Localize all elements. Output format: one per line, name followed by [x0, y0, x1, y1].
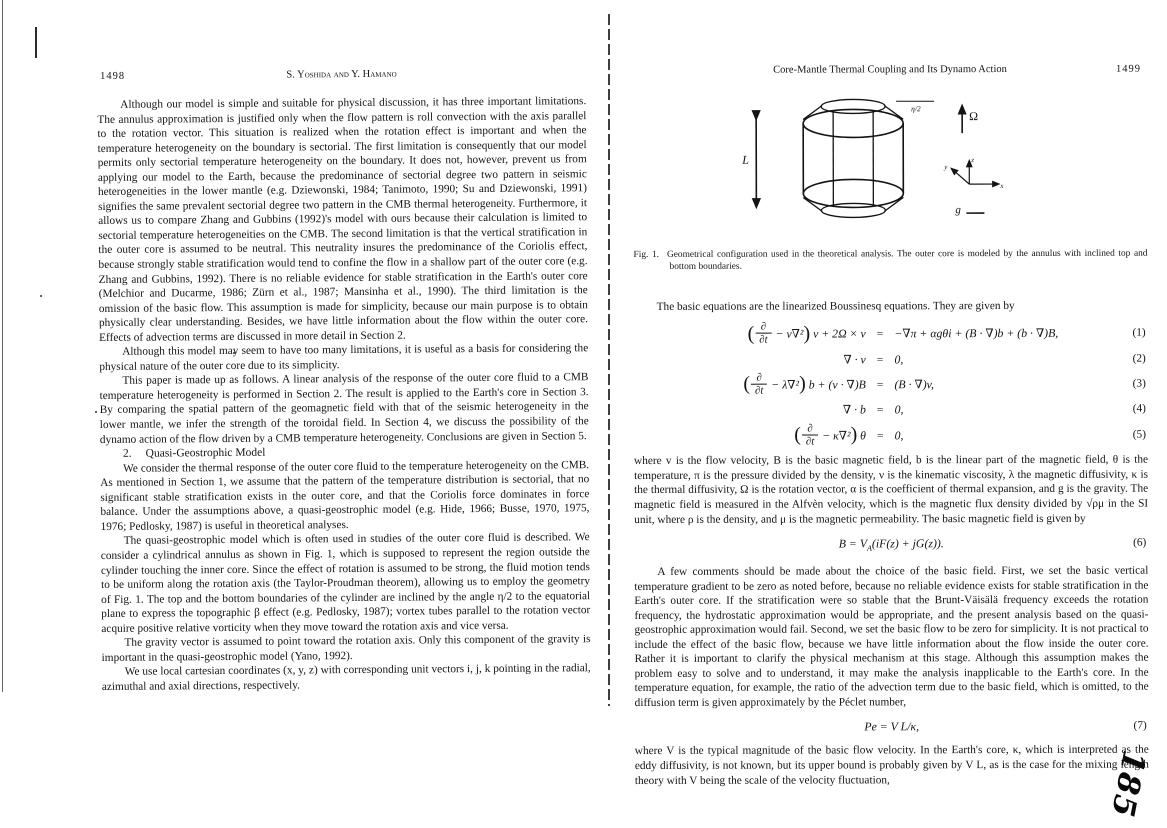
equation-row: ( $\frac{\partial}{\partial t}$ − λ∇² ) b + (v · ∇)B = (B · ∇)v, (3) [743, 371, 1146, 397]
figure-1 [633, 91, 1147, 242]
eq6-subscript: A [867, 543, 872, 553]
eq6-lhs: B = V [838, 536, 868, 551]
left-running-title: S. Yoshida and Y. Hamano [286, 68, 397, 81]
label-L: L [742, 152, 749, 167]
label-eta: η/2 [911, 104, 921, 114]
scan-speck [95, 411, 97, 413]
figure-caption-text: Geometrical configuration used in the theoretical analysis. The outer core is modeled by the annulus with inclined top and bottom boundaries. [666, 248, 1148, 272]
section-number: 2. [122, 447, 132, 460]
eq7-body: Pe = V L/κ, [864, 719, 920, 734]
paragraph: where v is the flow velocity, B is the basic magnetic field, b is the linear part of the magnetic field, θ is the temperature, π is the pressure divided by the density, ν is the kinematic viscosity, λ the magnetic diffusivity, κ is the thermal diffusivity, Ω is the rotation vector, α is the coefficient of thermal expansion, and g is the gravity. The magnetic field is measured in the Alfvèn velocity, which is the magnetic flux density divided by √ρμ in the SI unit, where ρ is the density, and μ is the magnetic permeability. The basic magnetic field is given by [634, 453, 1149, 526]
right-running-head [633, 63, 1147, 78]
bottom-inner-ellipse [821, 203, 885, 217]
figure-caption-tag: Fig. 1. [633, 249, 660, 260]
label-x: x [1000, 182, 1004, 191]
left-page [97, 66, 591, 694]
paragraph: The basic equations are the linearized Boussinesq equations. They are given by [656, 299, 1015, 313]
equation-row: ( $\frac{\partial}{\partial t}$ − κ∇² ) θ = 0, (5) [794, 422, 1146, 448]
label-g: g [955, 204, 961, 217]
label-omega: Ω [969, 109, 979, 124]
paragraph: The quasi-geostrophic model which is often used in studies of the outer core fluid is described. We consider a cylindrical annulus as shown in Fig. 1, which is supposed to represent the region outside the cylinder touching the inner core. Since the effect of rotation is assumed to be strong, the fluid motion tends to be uniform along the rotation axis (the Taylor-Proudman theorem), allowing us to employ the geometry of Fig. 1. The top and the bottom boundaries of the cylinder are inclined by the angle η/2 to the equatorial plane to express the topographic β effect (e.g. Pedlosky, 1987); vortex tubes parallel to the rotation vector acquire positive relative vorticity when they move toward the rotation axis and vice versa. [100, 531, 591, 635]
label-z: z [971, 156, 974, 165]
left-running-head [97, 66, 586, 84]
label-y: y [944, 163, 948, 172]
scan-tick-mark [35, 27, 37, 58]
handwritten-page-number: 185 [1103, 747, 1152, 821]
paragraph: Although this model may seem to have too many limitations, it is useful as a basis for considering the physical nature of the outer core due to its simplicity. [99, 342, 589, 373]
eq6-number: (6) [1133, 536, 1147, 549]
equation-row: ∇ · v = 0, (2) [843, 351, 1146, 367]
paragraph: We use local cartesian coordinates (x, y, z) with corresponding unit vectors i, j, k pointing in the radial, azimuthal and axial directions, respectively. [101, 662, 591, 693]
y-axis [953, 170, 969, 184]
equations-block [634, 321, 1148, 449]
right-running-title: Core-Mantle Thermal Coupling and Its Dynamo Action [773, 64, 1007, 76]
right-page [633, 63, 1149, 788]
top-inner-ellipse [821, 99, 885, 113]
right-page-number: 1499 [1116, 63, 1142, 75]
page-fold-line [608, 14, 610, 706]
eq6-rest: (iF(z) + jG(z)). [871, 536, 944, 551]
paragraph: where V is the typical magnitude of the basic flow velocity. In the Earth's core, κ, which is interpreted as the eddy diffusivity, is not known, but its upper bound is probably given by V L, as is the case for the mixing length theory with V being the scale of the velocity fluctuation, [634, 744, 1149, 787]
section-title: Quasi-Geostrophic Model [145, 446, 266, 460]
equation-row: ∇ · b = 0, (4) [842, 402, 1146, 417]
paragraph: Although our model is simple and suitable for physical discussion, it has three important limitations. The annulus approximation is justified only when the flow pattern is roll convection with the axis parallel to the rotation vector. This situation is realized when the rotation effect is important and when the temperature heterogeneity on the boundary is sectorial. The first limitation is consequently that our model permits only sectorial temperature heterogeneity on the boundary. It does not, however, prevent us from applying our model to the Earth, because the predominance of sectorial degree two pattern in seismic heterogeneities in the lower mantle (e.g. Dziewonski, 1984; Tanimoto, 1990; Su and Dziewonski, 1991) signifies the same prevalent sectorial degree two pattern in the CMB thermal heterogeneity. Furthermore, it allows us to compare Zhang and Gubbins (1992)'s model with ours because their calculation is limited to sectorial temperature heterogeneities on the CMB. The second limitation is that the vertical stratification in the outer core is assumed to be neutral. This neutrality insures the predominance of the Coriolis effect, because strongly stable stratification would tend to confine the flow in a shallow part of the outer core (e.g. Zhang and Gubbins, 1992). There is no reliable evidence for stable stratification in the Earth's outer core (Melchior and Ducarme, 1986; Zürn et al., 1987; Mansinha et al., 1990). The third limitation is the omission of the basic flow. This assumption is made for simplicity, because our main purpose is to obtain physically clear understanding. Besides, we have little information about the flow within the outer core. Effects of advection terms are discussed in more detail in Section 2. [97, 95, 589, 344]
paragraph: The gravity vector is assumed to point toward the rotation axis. Only this component of the gravity is important in the quasi-geostrophic model (Yano, 1992). [101, 633, 591, 664]
equation-6 [634, 536, 1148, 557]
paragraph: A few comments should be made about the choice of the basic field. First, we set the basic vertical temperature gradient to be zero as noted before, because no reliable evidence exists for stable stratification in the Earth's outer core. If the stratification were so stable that the Brunt-Väisälä frequency exceeds the rotation frequency, the hydrostatic approximation would be appropriate, and the present analysis based on the quasi-geostrophic approximation would fail. Second, we set the basic flow to be zero for simplicity. It is not practical to include the effect of the basic flow, because we have little information about the flow inside the outer core. Rather it is important to clarify the physical mechanism at this stage. Although this assumption makes the problem easy to solve and to understand, it may make the analysis inapplicable to the Earth's core. In the temperature equation, for example, the ratio of the advection term due to the basic field, which is omitted, to the diffusion term is given approximately by the Péclet number, [634, 564, 1149, 709]
eq7-number: (7) [1133, 720, 1147, 733]
paragraph: We consider the thermal response of the outer core fluid to the temperature heterogeneity on the CMB. As mentioned in Section 1, we assume that the pattern of the temperature distribution is sectorial, that no significant stable stratification exists in the outer core, and that the Coriolis force dominates in force balance. Under the assumptions above, a quasi-geostrophic model (e.g. Hide, 1966; Busse, 1970, 1975, 1976; Pedlosky, 1987) is useful in theoretical analyses. [100, 458, 590, 533]
figure-caption [633, 249, 1147, 274]
paragraph: This paper is made up as follows. A linear analysis of the response of the outer core fluid to a CMB temperature heterogeneity is performed in Section 2. The result is applied to the Earth's core in Section 3. By comparing the spatial pattern of the geomagnetic field with that of the seismic heterogeneity in the lower mantle, we infer the strength of the toroidal field. In Section 4, we discuss the possibility of the dynamo action of the flow driven by a CMB temperature heterogeneity. Conclusions are given in Section 5. [99, 371, 589, 446]
equation-7 [635, 719, 1149, 736]
equation-row: ( $\frac{\partial}{\partial t}$ − ν∇² ) v + 2Ω × v = −∇π + αgθi + (B · ∇)b + (b · ∇)B, (1) [747, 320, 1146, 347]
scan-edge-line [2, 0, 3, 692]
left-page-number: 1498 [100, 70, 126, 82]
annulus-diagram [728, 91, 1028, 242]
scan-speck [40, 295, 42, 297]
